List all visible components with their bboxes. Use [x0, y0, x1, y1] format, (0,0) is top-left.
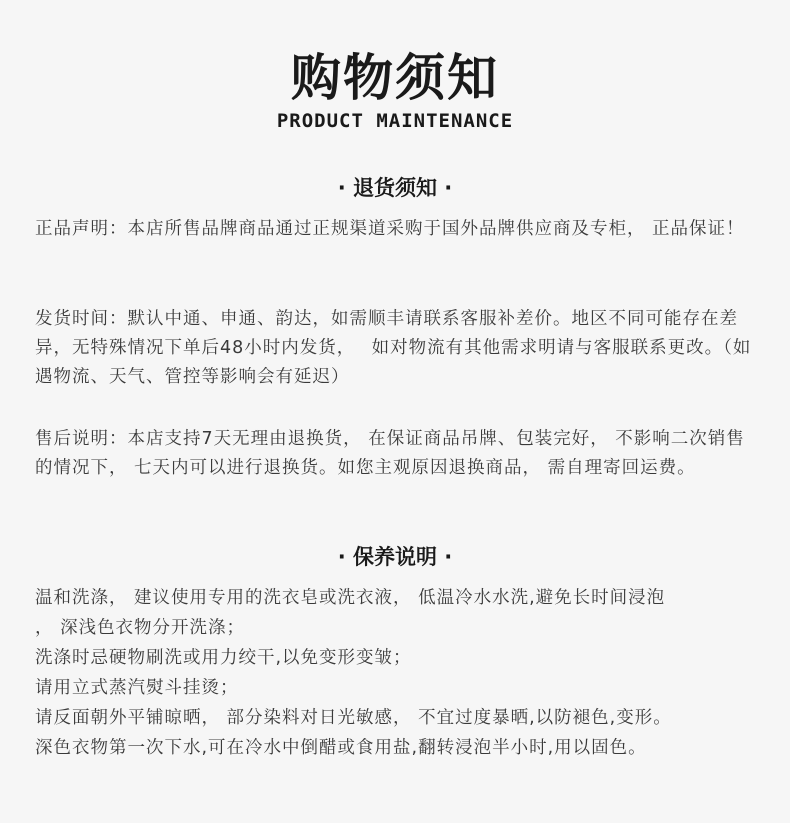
page-subtitle: PRODUCT MAINTENANCE [276, 110, 514, 132]
care-line: 温和洗涤， 建议使用专用的洗衣皂或洗衣液， 低温冷水水洗,避免长时间浸泡 [35, 588, 666, 608]
page-title: 购物须知 [291, 49, 499, 107]
care-line: ， 深浅色衣物分开洗涤； [35, 618, 246, 638]
care-line: 请用立式蒸汽熨斗挂烫； [35, 678, 239, 698]
after-sales-paragraph: 售后说明：本店支持7天无理由退换货， 在保证商品吊牌、包装完好， 不影响二次销售的情况下， 七天内可以进行退换货。如您主观原因退换商品， 需自理寄回运费。 [35, 429, 745, 478]
care-heading: · 保养说明 · [337, 545, 453, 569]
authenticity-paragraph: 正品声明：本店所售品牌商品通过正规渠道采购于国外品牌供应商及专柜， 正品保证！ [35, 219, 745, 239]
returns-heading: · 退货须知 · [337, 176, 453, 200]
care-line: 请反面朝外平铺晾晒， 部分染料对日光敏感， 不宜过度暴晒,以防褪色,变形。 [35, 708, 672, 728]
care-line: 洗涤时忌硬物刷洗或用力绞干,以免变形变皱； [35, 648, 412, 668]
shipping-paragraph: 发货时间：默认中通、申通、韵达，如需顺丰请联系客服补差价。地区不同可能存在差异，无特殊情况下单后48小时内发货， 如对物流有其他需求明请与客服联系更改。（如遇物流、天气、管控等影响会有延迟） [35, 309, 752, 387]
care-line: 深色衣物第一次下水,可在冷水中倒醋或食用盐,翻转浸泡半小时,用以固色。 [35, 738, 647, 758]
